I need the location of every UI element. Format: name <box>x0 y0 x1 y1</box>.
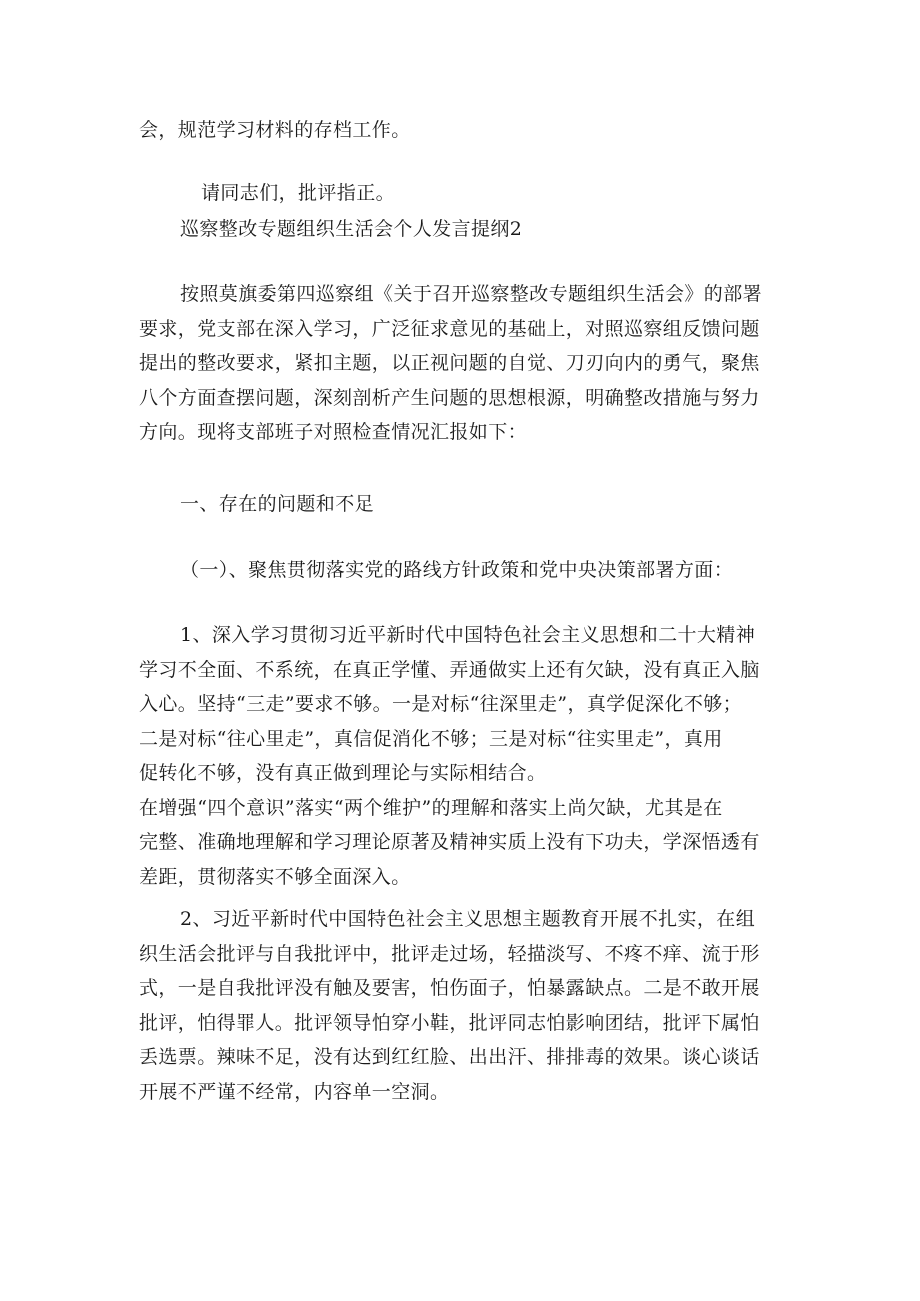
item-2-line: 批评，怕得罪人。批评领导怕穿小鞋，批评同志怕影响团结，批评下属怕 <box>139 1011 760 1034</box>
item-2-line: 丢选票。辣味不足，没有达到红红脸、出出汗、排排毒的效果。谈心谈话 <box>139 1046 760 1068</box>
intro-line: 八个方面查摆问题，深刻剖析产生问题的思想根源，明确整改措施与努力 <box>139 386 760 409</box>
item-2-paragraph <box>139 902 787 1109</box>
item-2-line: 开展不严谨不经常，内容单一空洞。 <box>139 1080 450 1103</box>
intro-paragraph <box>139 277 787 450</box>
intro-line: 提出的整改要求，紧扣主题，以正视问题的自觉、刀刃向内的勇气，聚焦 <box>139 352 760 374</box>
intro-line: 方向。现将支部班子对照检查情况汇报如下： <box>139 421 528 443</box>
item-2-line: 2、习近平新时代中国特色社会主义思想主题教育开展不扎实，在组 <box>180 908 756 930</box>
item-1-line: 在增强“四个意识”落实“两个维护”的理解和落实上尚欠缺，尤其是在 <box>139 796 723 819</box>
document-heading: 巡察整改专题组织生活会个人发言提纲2 <box>180 218 523 240</box>
item-1-line: 差距，贯彻落实不够全面深入。 <box>139 865 411 888</box>
intro-line: 按照莫旗委第四巡察组《关于召开巡察整改专题组织生活会》的部署 <box>180 283 763 305</box>
item-1-line: 二是对标“往心里走”，真信促消化不够；三是对标“往实里走”，真用 <box>139 727 723 750</box>
item-2-line: 式，一是自我批评没有触及要害，怕伤面子，怕暴露缺点。二是不敢开展 <box>139 977 760 999</box>
closing-line: 请同志们，批评指正。 <box>201 182 396 204</box>
section-heading: 一、存在的问题和不足 <box>180 493 375 515</box>
item-1-line: 入心。坚持“三走”要求不够。一是对标“往深里走”，真学促深化不够； <box>139 693 743 715</box>
item-1-line: 1、深入学习贯彻习近平新时代中国特色社会主义思想和二十大精神 <box>180 624 756 646</box>
item-1-line: 完整、准确地理解和学习理论原著及精神实质上没有下功夫，学深悟透有 <box>139 831 760 853</box>
item-1-paragraph <box>139 618 787 894</box>
carryover-line: 会，规范学习材料的存档工作。 <box>139 119 411 141</box>
subsection-heading: （一）、聚焦贯彻落实党的路线方针政策和党中央决策部署方面： <box>180 559 734 581</box>
item-2-line: 织生活会批评与自我批评中，批评走过场，轻描淡写、不疼不痒、流于形 <box>139 942 760 965</box>
item-1-line: 学习不全面、不系统，在真正学懂、弄通做实上还有欠缺，没有真正入脑 <box>139 658 760 681</box>
intro-line: 要求，党支部在深入学习，广泛征求意见的基础上，对照巡察组反馈问题 <box>139 317 760 340</box>
item-1-line: 促转化不够，没有真正做到理论与实际相结合。 <box>139 762 547 784</box>
